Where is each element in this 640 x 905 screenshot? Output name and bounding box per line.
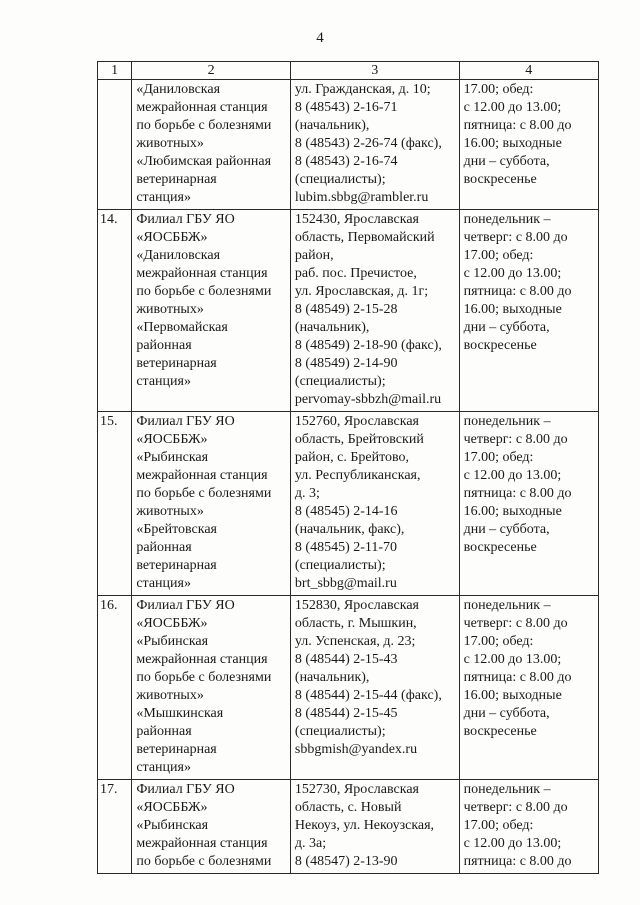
header-col-2: 2: [132, 62, 291, 80]
row-number: 15.: [98, 412, 132, 596]
table-row: [98, 80, 599, 210]
table-header-row: [98, 62, 599, 80]
station-contacts: 152760, Ярославская область, Брейтовский район, с. Брейтово, ул. Республиканская, д. 3; 8 (48545) 2-14-16 (начальник, факс), 8 (48545) 2-11-70 (специалисты); brt_sbbg@mail.ru: [290, 412, 459, 596]
station-name: «Даниловская межрайонная станция по борьбе с болезнями животных» «Любимская районная ветеринарная станция»: [132, 80, 291, 210]
table-row: [98, 412, 599, 596]
station-hours: 17.00; обед: с 12.00 до 13.00; пятница: с 8.00 до 16.00; выходные дни – суббота, воскресенье: [459, 80, 598, 210]
table-row: [98, 780, 599, 874]
table-row: [98, 596, 599, 780]
header-col-1: 1: [98, 62, 132, 80]
station-contacts: ул. Гражданская, д. 10; 8 (48543) 2-16-71 (начальник), 8 (48543) 2-26-74 (факс), 8 (48543) 2-16-74 (специалисты); lubim.sbbg@rambler.ru: [290, 80, 459, 210]
station-name: Филиал ГБУ ЯО «ЯОСББЖ» «Рыбинская межрайонная станция по борьбе с болезнями животных» «Брейтовская районная ветеринарная станция»: [132, 412, 291, 596]
station-hours: понедельник – четверг: с 8.00 до 17.00; обед: с 12.00 до 13.00; пятница: с 8.00 до 16.00; выходные дни – суббота, воскресенье: [459, 596, 598, 780]
table-row: [98, 210, 599, 412]
row-number: 17.: [98, 780, 132, 874]
station-contacts: 152430, Ярославская область, Первомайский район, раб. пос. Пречистое, ул. Ярославская, д. 1г; 8 (48549) 2-15-28 (начальник), 8 (48549) 2-18-90 (факс), 8 (48549) 2-14-90 (специалисты); pervomay-sbbzh@mail.ru: [290, 210, 459, 412]
page-number: 4: [316, 30, 324, 46]
row-number: 16.: [98, 596, 132, 780]
station-name: Филиал ГБУ ЯО «ЯОСББЖ» «Даниловская межрайонная станция по борьбе с болезнями животных» «Первомайская районная ветеринарная станция»: [132, 210, 291, 412]
row-number: [98, 80, 132, 210]
station-name: Филиал ГБУ ЯО «ЯОСББЖ» «Рыбинская межрайонная станция по борьбе с болезнями: [132, 780, 291, 874]
vet-stations-table: [97, 61, 599, 874]
station-hours: понедельник – четверг: с 8.00 до 17.00; обед: с 12.00 до 13.00; пятница: с 8.00 до: [459, 780, 598, 874]
header-col-3: 3: [290, 62, 459, 80]
station-contacts: 152730, Ярославская область, с. Новый Некоуз, ул. Некоузская, д. 3а; 8 (48547) 2-13-90: [290, 780, 459, 874]
station-hours: понедельник – четверг: с 8.00 до 17.00; обед: с 12.00 до 13.00; пятница: с 8.00 до 16.00; выходные дни – суббота, воскресенье: [459, 210, 598, 412]
station-hours: понедельник – четверг: с 8.00 до 17.00; обед: с 12.00 до 13.00; пятница: с 8.00 до 16.00; выходные дни – суббота, воскресенье: [459, 412, 598, 596]
station-name: Филиал ГБУ ЯО «ЯОСББЖ» «Рыбинская межрайонная станция по борьбе с болезнями животных» «Мышкинская районная ветеринарная станция»: [132, 596, 291, 780]
row-number: 14.: [98, 210, 132, 412]
station-contacts: 152830, Ярославская область, г. Мышкин, ул. Успенская, д. 23; 8 (48544) 2-15-43 (начальник), 8 (48544) 2-15-44 (факс), 8 (48544) 2-15-45 (специалисты); sbbgmish@yandex.ru: [290, 596, 459, 780]
header-col-4: 4: [459, 62, 598, 80]
